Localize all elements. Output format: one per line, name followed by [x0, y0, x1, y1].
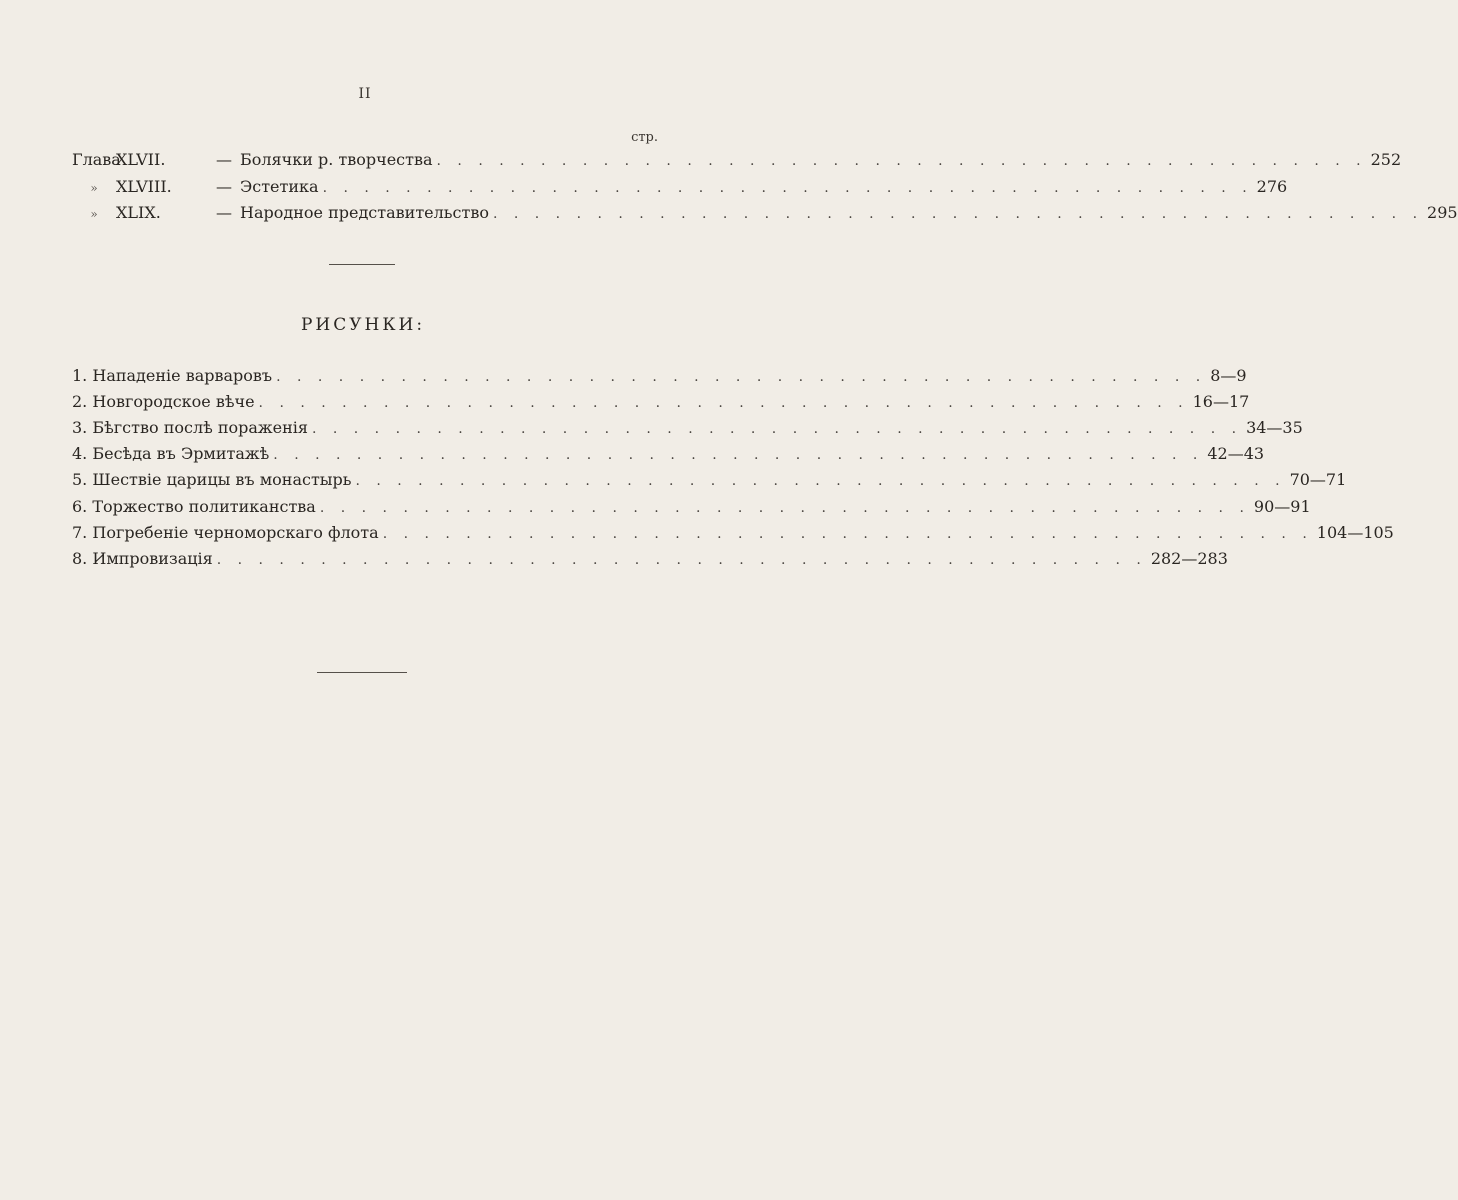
leader-dots: . . . . . . . . . . . . . . . . . . . . . . . . . . . . . . . . . . . . . . . . . . . . . — [276, 369, 1207, 385]
figure-list-row — [72, 444, 1265, 466]
figure-number: 4. — [72, 444, 88, 463]
figure-pages: 90—91 — [1253, 497, 1311, 516]
chapter-page: 252 — [1370, 150, 1402, 169]
figure-list-row — [72, 418, 1303, 440]
chapter-dash: — — [216, 203, 232, 222]
figure-pages: 34—35 — [1246, 418, 1303, 437]
figure-title: Бѣгство послѣ пораженiя — [92, 418, 308, 437]
figure-pages: 16—17 — [1192, 392, 1250, 411]
ditto-mark: » — [90, 207, 98, 221]
leader-dots: . . . . . . . . . . . . . . . . . . . . . . . . . . . . . . . . . . . . . . . . . . . . . — [436, 153, 1367, 169]
toc-chapter-row — [72, 150, 1402, 172]
divider-rule — [329, 264, 395, 265]
figure-pages: 8—9 — [1210, 366, 1247, 385]
leader-dots: . . . . . . . . . . . . . . . . . . . . . . . . . . . . . . . . . . . . . . . . . . . . . — [216, 552, 1147, 568]
figure-number: 2. — [72, 392, 88, 411]
chapter-title: Эстетика — [240, 177, 319, 196]
figure-title: Торжество политиканства — [92, 497, 316, 516]
chapter-dash: — — [216, 150, 232, 169]
figure-list-row — [72, 470, 1347, 492]
leader-dots: . . . . . . . . . . . . . . . . . . . . . . . . . . . . . . . . . . . . . . . . . . . . . — [355, 473, 1286, 489]
figure-title: Новгородское вѣче — [92, 392, 255, 411]
figure-number: 5. — [72, 470, 88, 489]
chapter-page: 276 — [1256, 177, 1288, 196]
chapter-number: XLVIII. — [116, 177, 172, 196]
chapter-number: XLIX. — [116, 203, 161, 222]
leader-dots: . . . . . . . . . . . . . . . . . . . . . . . . . . . . . . . . . . . . . . . . . . . . . — [322, 180, 1253, 196]
toc-chapter-row — [72, 177, 1288, 199]
chapter-title: Болячки р. творчества — [240, 150, 433, 169]
figure-title: Нападенiе варваровъ — [92, 366, 273, 385]
figure-title: Погребенiе черноморскаго флота — [92, 523, 379, 542]
figure-number: 7. — [72, 523, 88, 542]
leader-dots: . . . . . . . . . . . . . . . . . . . . . . . . . . . . . . . . . . . . . . . . . . . . . — [319, 500, 1250, 516]
section-title: РИСУНКИ: — [300, 315, 426, 335]
ditto-mark: » — [90, 181, 98, 195]
page-column-label: стр. — [631, 130, 658, 145]
figure-title: Бесѣда въ Эрмитажѣ — [92, 444, 270, 463]
leader-dots: . . . . . . . . . . . . . . . . . . . . . . . . . . . . . . . . . . . . . . . . . . . . . — [273, 447, 1204, 463]
page-number: II — [358, 86, 372, 102]
chapter-prefix: Глава — [72, 150, 121, 169]
figure-number: 3. — [72, 418, 88, 437]
figure-title: Шествiе царицы въ монастырь — [92, 470, 352, 489]
leader-dots: . . . . . . . . . . . . . . . . . . . . . . . . . . . . . . . . . . . . . . . . . . . . . — [311, 421, 1243, 437]
chapter-number: XLVII. — [116, 150, 166, 169]
figure-number: 8. — [72, 549, 88, 568]
chapter-page: 295 — [1427, 203, 1458, 222]
leader-dots: . . . . . . . . . . . . . . . . . . . . . . . . . . . . . . . . . . . . . . . . . . . . . — [492, 206, 1424, 222]
figure-number: 1. — [72, 366, 88, 385]
chapter-dash: — — [216, 177, 232, 196]
figure-pages: 42—43 — [1207, 444, 1265, 463]
figure-list-row — [72, 392, 1250, 414]
figure-pages: 70—71 — [1289, 470, 1347, 489]
leader-dots: . . . . . . . . . . . . . . . . . . . . . . . . . . . . . . . . . . . . . . . . . . . . . — [258, 395, 1189, 411]
figure-list-row — [72, 366, 1247, 388]
leader-dots: . . . . . . . . . . . . . . . . . . . . . . . . . . . . . . . . . . . . . . . . . . . . . — [382, 526, 1313, 542]
figure-number: 6. — [72, 497, 88, 516]
end-rule — [317, 672, 407, 673]
figure-list-row — [72, 523, 1394, 545]
figure-list-row — [72, 549, 1228, 571]
chapter-title: Народное представительство — [240, 203, 489, 222]
figure-pages: 104—105 — [1316, 523, 1394, 542]
figure-title: Импровизацiя — [92, 549, 213, 568]
toc-chapter-row — [72, 203, 1458, 225]
figure-pages: 282—283 — [1150, 549, 1228, 568]
figure-list-row — [72, 497, 1311, 519]
